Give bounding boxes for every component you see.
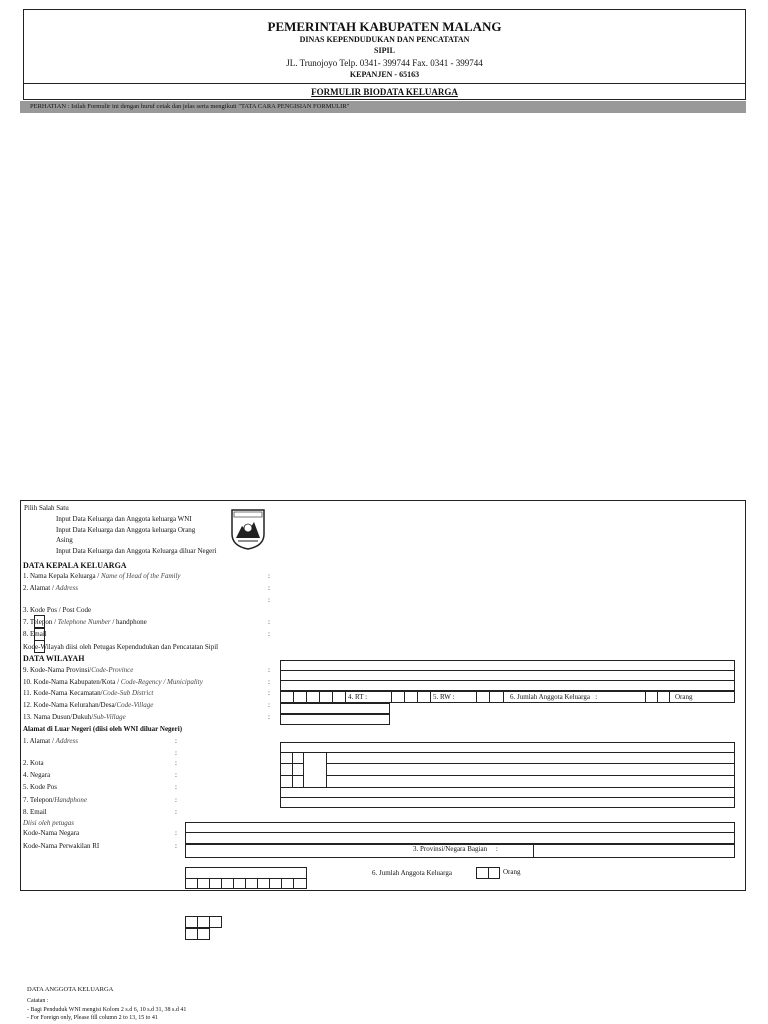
label-luar-jumlah: 6. Jumlah Anggota Keluarga xyxy=(372,869,452,877)
colon: : xyxy=(175,829,177,837)
colon: : xyxy=(268,713,270,721)
section-kepala: DATA KEPALA KELUARGA xyxy=(23,561,127,570)
dept-line-2: SIPIL xyxy=(374,46,395,55)
input-kecamatan[interactable] xyxy=(280,680,735,691)
notice-bar xyxy=(20,101,746,113)
field-provinsi[interactable]: 9. Kode-Nama Provinsi/Code-Province xyxy=(23,666,134,674)
label-orang: Orang xyxy=(675,693,693,701)
choice-opt2[interactable]: Input Data Keluarga dan Anggota keluarga Orang xyxy=(56,526,196,534)
section-wilayah: DATA WILAYAH xyxy=(23,654,85,663)
dept-line-1: DINAS KEPENDUDUKAN DAN PENCATATAN xyxy=(299,35,470,44)
field-luar-telepon[interactable]: 7. Telepon/Handphone xyxy=(23,796,87,804)
colon: : xyxy=(268,689,270,697)
field-luar-alamat[interactable]: 1. Alamat / Address xyxy=(23,737,78,745)
petugas-label: Diisi oleh petugas xyxy=(23,819,74,827)
field-kode-perwakilan[interactable]: Kode-Nama Perwakilan RI xyxy=(23,842,100,850)
label-jumlah-anggota: 6. Jumlah Anggota Keluarga : xyxy=(510,693,598,701)
field-kode-pos[interactable]: 3. Kode Pos / Post Code xyxy=(23,606,92,614)
field-email[interactable]: 8. Email xyxy=(23,630,47,638)
notice-text: PERHATIAN : Isilah Formulir ini dengan huruf cetak dan jelas serta mengikuti "TATA CARA PENGISIAN FORMULIR" xyxy=(30,103,350,110)
input-dusun-b[interactable] xyxy=(280,714,390,725)
choice-opt2-cont: Asing xyxy=(56,536,73,544)
colon: : xyxy=(175,808,177,816)
colon: : xyxy=(175,783,177,791)
input-luar-email[interactable] xyxy=(280,797,735,808)
input-dusun-a[interactable] xyxy=(280,703,390,714)
anggota-note-1: - Bagi Penduduk WNI mengisi Kolom 2 s.d 6, 10 s.d 31, 38 s.d 41 xyxy=(27,1007,187,1013)
colon: : xyxy=(175,759,177,767)
field-luar-negara[interactable]: 4. Negara xyxy=(23,771,51,779)
colon: : xyxy=(268,584,270,592)
colon: : xyxy=(268,596,270,604)
field-luar-kode-pos[interactable]: 5. Kode Pos xyxy=(23,783,58,791)
choice-opt1[interactable]: Input Data Keluarga dan Anggota keluarga WNI xyxy=(56,515,192,523)
field-dusun[interactable]: 13. Nama Dusun/Dukuh/Sub-Village xyxy=(23,713,126,721)
field-luar-email[interactable]: 8. Email xyxy=(23,808,47,816)
colon: : xyxy=(175,842,177,850)
checkbox-wilayah[interactable] xyxy=(34,640,45,653)
field-kabupaten[interactable]: 10. Kode-Nama Kabupaten/Kota / Code-Regency / Municipality xyxy=(23,678,203,686)
colon: : xyxy=(268,572,270,580)
colon: : xyxy=(268,666,270,674)
label-rt: 4. RT : xyxy=(348,693,368,701)
anggota-catatan: Catatan : xyxy=(27,998,49,1004)
input-small-a[interactable] xyxy=(185,916,222,928)
header-divider xyxy=(23,83,746,84)
field-nama-kepala[interactable]: 1. Nama Kepala Keluarga / Name of Head of the Family xyxy=(23,572,181,580)
regency-logo-icon xyxy=(230,508,266,550)
colon: : xyxy=(175,796,177,804)
field-luar-kota[interactable]: 2. Kota xyxy=(23,759,44,767)
field-alamat[interactable]: 2. Alamat / Address xyxy=(23,584,78,592)
petugas-note: Kode-Wilayah diisi oleh Petugas Kependudukan dan Pencatatan Sipil xyxy=(23,643,219,651)
colon: : xyxy=(268,701,270,709)
label-rw: 5. RW : xyxy=(433,693,455,701)
colon: : xyxy=(268,630,270,638)
field-telepon[interactable]: 7. Telepon / Telephone Number / handphone xyxy=(23,618,147,626)
label-provinsi-bagian: 3. Provinsi/Negara Bagian : xyxy=(413,845,498,853)
address-line: JL. Trunojoyo Telp. 0341- 399744 Fax. 0341 - 399744 xyxy=(286,58,483,68)
luar-negeri-title: Alamat di Luar Negeri (diisi oleh WNI diluar Negeri) xyxy=(23,725,183,733)
field-kode-negara[interactable]: Kode-Nama Negara xyxy=(23,829,80,837)
colon: : xyxy=(175,771,177,779)
choice-opt3[interactable]: Input Data Keluarga dan Anggota Keluarga diluar Negeri xyxy=(56,547,217,555)
label-luar-orang: Orang xyxy=(503,868,521,876)
city-line: KEPANJEN - 65163 xyxy=(349,70,420,79)
checkbox-telepon[interactable] xyxy=(34,615,45,628)
field-kelurahan[interactable]: 12. Kode-Nama Kelurahan/Desa/Code-Village xyxy=(23,701,154,709)
colon: : xyxy=(268,618,270,626)
gov-title: PEMERINTAH KABUPATEN MALANG xyxy=(267,19,502,34)
input-luar-digits[interactable] xyxy=(185,878,307,889)
input-kode-perwakilan[interactable] xyxy=(185,832,735,844)
field-kecamatan[interactable]: 11. Kode-Nama Kecamatan/Code-Sub District xyxy=(23,689,154,697)
colon: : xyxy=(268,678,270,686)
form-title: FORMULIR BIODATA KELUARGA xyxy=(311,87,458,97)
colon: : xyxy=(175,749,177,757)
anggota-title: DATA ANGGOTA KELUARGA xyxy=(27,986,114,993)
choice-title: Pilih Salah Satu xyxy=(24,504,69,512)
regency-logo xyxy=(230,508,266,550)
colon: : xyxy=(175,737,177,745)
anggota-note-2: - For Foreign only, Please fill column 2 to 13, 15 to 41 xyxy=(27,1015,158,1021)
